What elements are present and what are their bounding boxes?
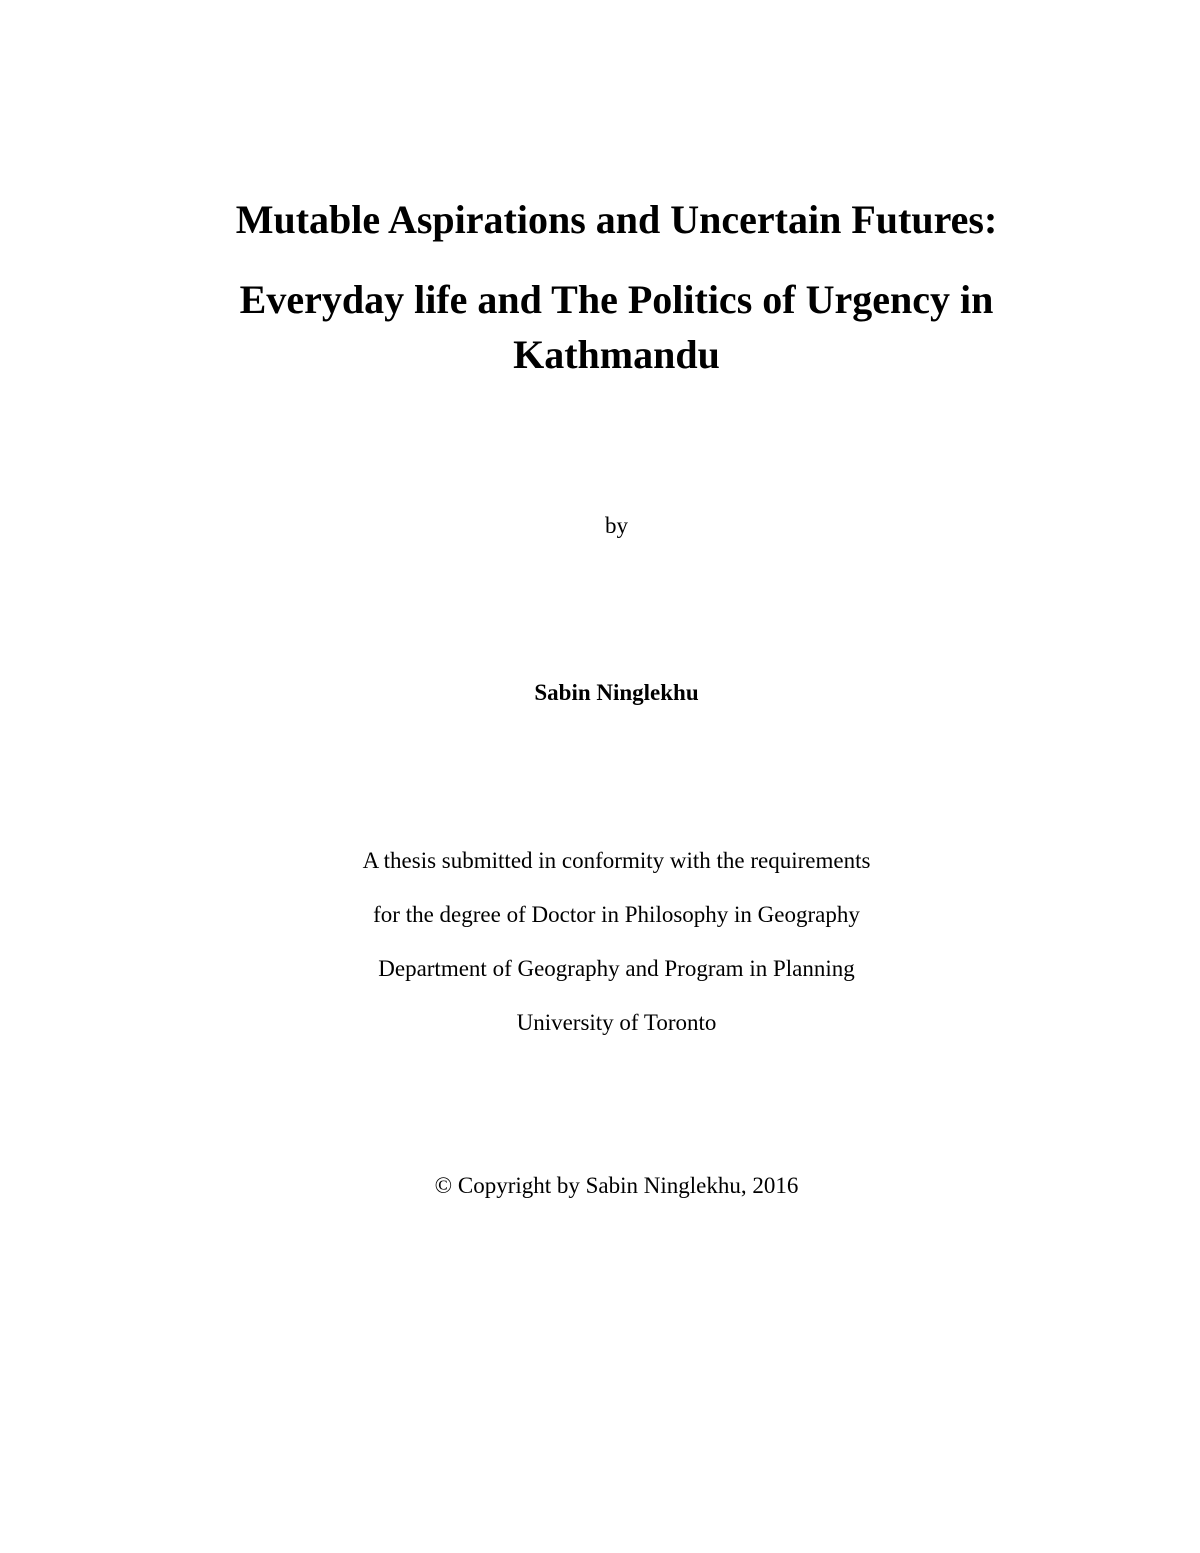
title-line-2: Everyday life and The Politics of Urgency in (239, 277, 994, 322)
author-name: Sabin Ninglekhu (534, 680, 699, 705)
submission-line-4: University of Toronto (516, 1010, 717, 1035)
submission-line-1: A thesis submitted in conformity with the requirements (362, 848, 871, 873)
copyright-notice: © Copyright by Sabin Ninglekhu, 2016 (434, 1173, 799, 1198)
title-line-3: Kathmandu (513, 332, 720, 377)
by-label: by (605, 513, 628, 538)
submission-line-3: Department of Geography and Program in Planning (378, 956, 855, 981)
title-line-1: Mutable Aspirations and Uncertain Futures: (235, 197, 998, 242)
submission-line-2: for the degree of Doctor in Philosophy in Geography (373, 902, 860, 927)
